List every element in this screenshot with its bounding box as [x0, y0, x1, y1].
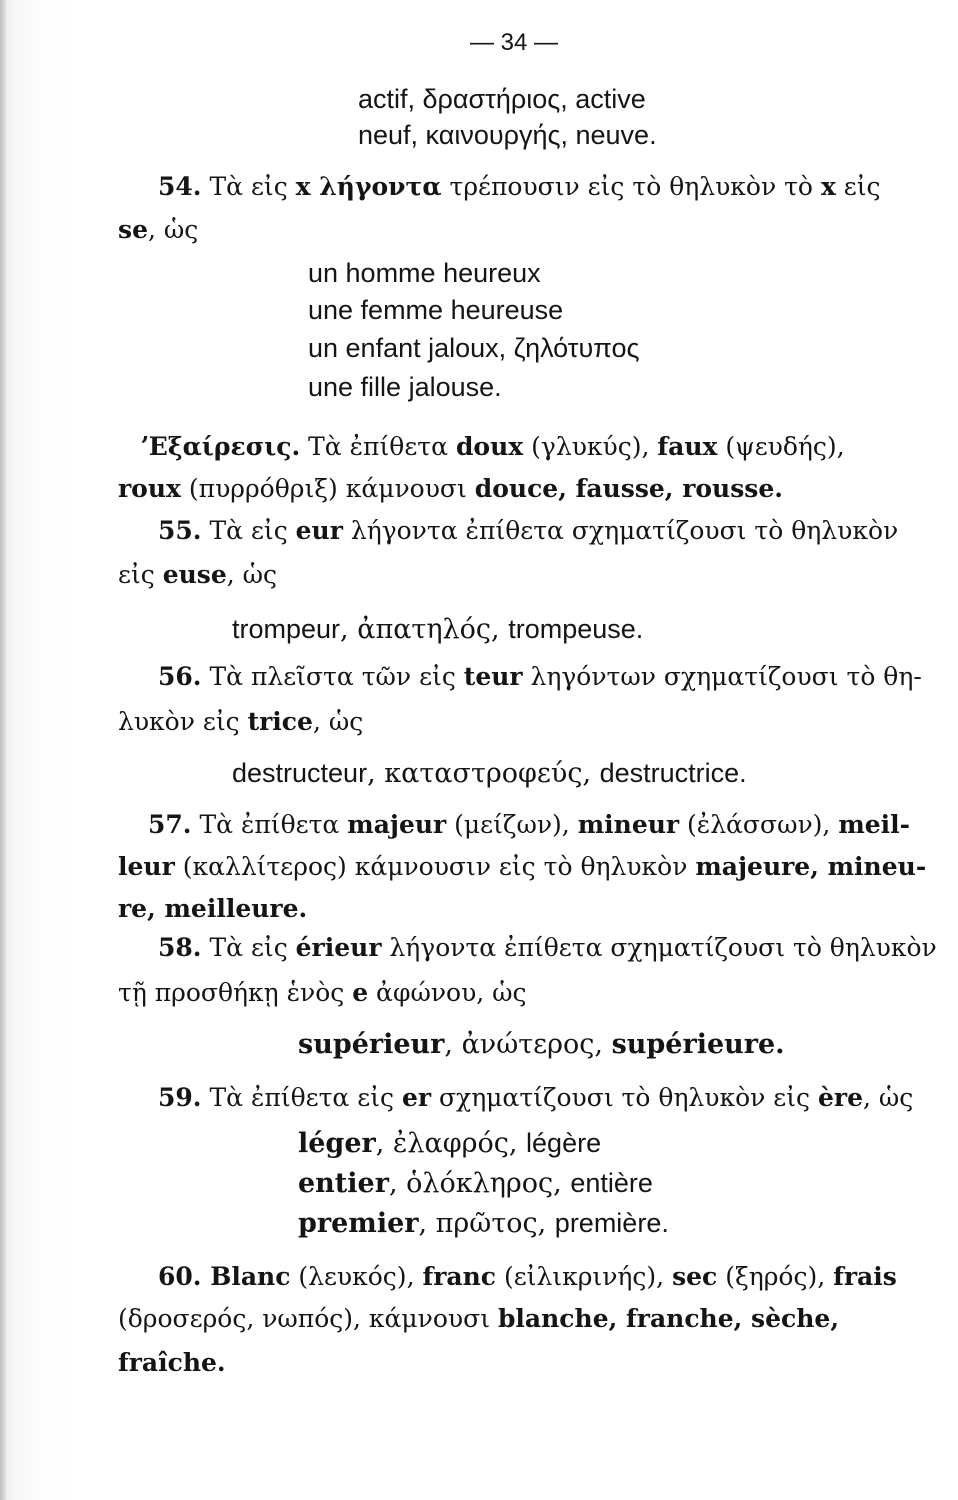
example-superieur: supérieur, ἀνώτερος, supérieure. [298, 1029, 785, 1060]
rule-60-line-2: (δροσερός, νωπός), κάμνουσι blanche, franche, sèche, [118, 1304, 840, 1333]
page-number: — 34 — [470, 29, 559, 56]
example-actif: actif, δραστήριος, active [358, 84, 646, 114]
example-jalouse: une fille jalouse. [308, 372, 502, 402]
example-trompeur: trompeur, ἀπατηλός, trompeuse. [232, 614, 644, 645]
example-neuf: neuf, καινουργής, neuve. [358, 120, 657, 150]
example-destructeur: destructeur, καταστροφεύς, destructrice. [232, 758, 747, 789]
example-heureux: un homme heureux [308, 258, 541, 288]
example-entier: entier, ὁλόκληρος, entière [298, 1168, 653, 1199]
example-heureuse: une femme heureuse [308, 295, 564, 325]
example-premier: premier, πρῶτος, première. [298, 1208, 669, 1239]
rule-58-line-1: 58. Τὰ εἰς érieur λήγοντα ἐπίθετα σχηματίζουσι τὸ θηλυκὸν [158, 933, 937, 962]
example-leger: léger, ἐλαφρός, légère [298, 1128, 602, 1159]
rule-59-line-1: 59. Τὰ ἐπίθετα εἰς er σχηματίζουσι τὸ θηλυκὸν εἰς ère, ὡς [158, 1083, 914, 1112]
rule-55-line-1: 55. Τὰ εἰς eur λήγοντα ἐπίθετα σχηματίζουσι τὸ θηλυκὸν [158, 516, 899, 545]
rule-57-line-3: re, meilleure. [118, 894, 308, 923]
rule-58-line-2: τῇ προσθήκῃ ἑνὸς e ἀφώνου, ὡς [118, 978, 527, 1007]
rule-54-line-1: 54. Τὰ εἰς x λήγοντα τρέπουσιν εἰς τὸ θηλυκὸν τὸ x εἰς [158, 172, 881, 201]
rule-57-line-2: leur (καλλίτερος) κάμνουσιν εἰς τὸ θηλυκὸν majeure, mineu- [118, 852, 927, 881]
rule-60-line-3: fraîche. [118, 1348, 226, 1377]
exception-line-2: roux (πυρρόθριξ) κάμνουσι douce, fausse, rousse. [118, 474, 783, 503]
exception-line-1: ʼΕξαίρεσις. Τὰ ἐπίθετα doux (γλυκύς), faux (ψευδής), [140, 432, 845, 461]
rule-60-line-1: 60. Blanc (λευκός), franc (εἰλικρινής), sec (ξηρός), frais [158, 1262, 897, 1291]
rule-56-line-1: 56. Τὰ πλεῖστα τῶν εἰς teur ληγόντων σχηματίζουσι τὸ θη- [158, 662, 922, 691]
rule-57-line-1: 57. Τὰ ἐπίθετα majeur (μείζων), mineur (ἐλάσσων), meil- [148, 810, 911, 839]
example-jaloux: un enfant jaloux, ζηλότυπος [308, 333, 640, 363]
page-spine-shadow [0, 0, 6, 1500]
rule-56-line-2: λυκὸν εἰς trice, ὡς [118, 707, 364, 736]
rule-54-line-2: se, ὡς [118, 215, 199, 244]
rule-55-line-2: εἰς euse, ὡς [118, 560, 278, 589]
